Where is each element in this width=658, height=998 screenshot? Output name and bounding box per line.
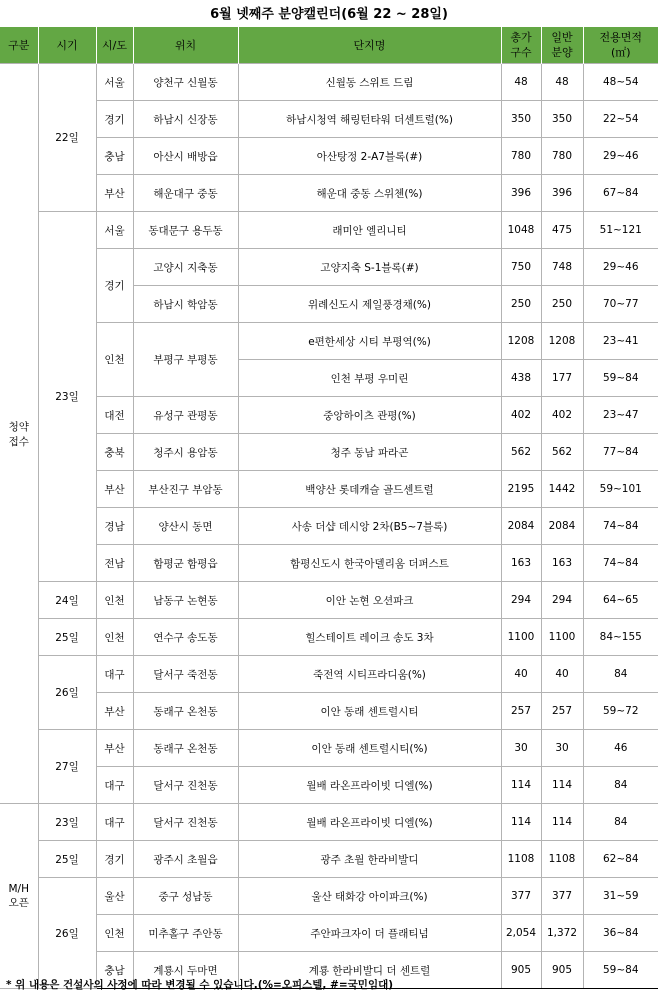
total-units-cell: 750	[501, 249, 541, 286]
area-cell: 62~84	[583, 841, 658, 878]
complex-cell: 죽전역 시티프라디움(%)	[238, 656, 501, 693]
area-cell: 84	[583, 656, 658, 693]
complex-cell: 주안파크자이 더 플래티넘	[238, 915, 501, 952]
region-cell: 부산	[96, 730, 133, 767]
section-mh-open: M/H 오픈	[0, 804, 38, 989]
general-units-cell: 177	[541, 360, 583, 397]
general-units-cell: 350	[541, 101, 583, 138]
general-units-cell: 114	[541, 804, 583, 841]
date-cell: 26일	[38, 656, 96, 730]
location-cell: 달서구 진천동	[133, 804, 238, 841]
total-units-cell: 2084	[501, 508, 541, 545]
location-cell: 달서구 죽전동	[133, 656, 238, 693]
total-units-cell: 2195	[501, 471, 541, 508]
table-row	[0, 693, 658, 730]
header-general-units: 일반 분양	[541, 27, 583, 64]
complex-cell: 고양지축 S-1블록(#)	[238, 249, 501, 286]
general-units-cell: 780	[541, 138, 583, 175]
date-cell: 25일	[38, 841, 96, 878]
table-row	[0, 582, 658, 619]
header-date: 시기	[38, 27, 96, 64]
table-row	[0, 841, 658, 878]
region-cell: 울산	[96, 878, 133, 915]
area-cell: 46	[583, 730, 658, 767]
complex-cell: 하남시청역 해링턴타워 더센트럴(%)	[238, 101, 501, 138]
table-row	[0, 175, 658, 212]
region-cell: 부산	[96, 693, 133, 730]
general-units-cell: 905	[541, 952, 583, 989]
area-cell: 51~121	[583, 212, 658, 249]
section-cheongyak: 청약 접수	[0, 64, 38, 804]
location-cell: 연수구 송도동	[133, 619, 238, 656]
location-cell: 아산시 배방읍	[133, 138, 238, 175]
footnote: * 위 내용은 건설사의 사정에 따라 변경될 수 있습니다.(%=오피스텔, #=국민임대)	[6, 979, 394, 991]
region-cell: 대구	[96, 804, 133, 841]
area-cell: 22~54	[583, 101, 658, 138]
complex-cell: 위례신도시 제일풍경채(%)	[238, 286, 501, 323]
total-units-cell: 350	[501, 101, 541, 138]
total-units-cell: 402	[501, 397, 541, 434]
general-units-cell: 562	[541, 434, 583, 471]
date-cell: 25일	[38, 619, 96, 656]
region-cell: 부산	[96, 175, 133, 212]
area-cell: 31~59	[583, 878, 658, 915]
complex-cell: 청주 동남 파라곤	[238, 434, 501, 471]
area-cell: 77~84	[583, 434, 658, 471]
table-row	[0, 545, 658, 582]
region-cell: 경기	[96, 249, 133, 323]
region-cell: 충남	[96, 138, 133, 175]
general-units-cell: 163	[541, 545, 583, 582]
location-cell: 계룡시 두마면	[133, 952, 238, 989]
general-units-cell: 257	[541, 693, 583, 730]
table-row	[0, 508, 658, 545]
location-cell: 고양시 지축동	[133, 249, 238, 286]
table-row	[0, 397, 658, 434]
total-units-cell: 48	[501, 64, 541, 101]
area-cell: 36~84	[583, 915, 658, 952]
area-cell: 59~84	[583, 360, 658, 397]
complex-cell: 이안 논현 오션파크	[238, 582, 501, 619]
table-row	[0, 434, 658, 471]
location-cell: 양천구 신월동	[133, 64, 238, 101]
sales-calendar-table	[0, 27, 658, 989]
table-row	[0, 767, 658, 804]
complex-cell: 울산 태화강 아이파크(%)	[238, 878, 501, 915]
total-units-cell: 1208	[501, 323, 541, 360]
complex-cell: 월배 라온프라이빗 디엘(%)	[238, 767, 501, 804]
date-cell: 24일	[38, 582, 96, 619]
area-cell: 64~65	[583, 582, 658, 619]
complex-cell: 래미안 엘리니티	[238, 212, 501, 249]
general-units-cell: 748	[541, 249, 583, 286]
complex-cell: 아산탕정 2-A7블록(#)	[238, 138, 501, 175]
area-cell: 84	[583, 767, 658, 804]
location-cell: 동래구 온천동	[133, 730, 238, 767]
region-cell: 충북	[96, 434, 133, 471]
header-total-units: 총가 구수	[501, 27, 541, 64]
location-cell: 남동구 논현동	[133, 582, 238, 619]
table-row	[0, 619, 658, 656]
area-cell: 59~101	[583, 471, 658, 508]
total-units-cell: 1108	[501, 841, 541, 878]
general-units-cell: 377	[541, 878, 583, 915]
complex-cell: 해운대 중동 스위첸(%)	[238, 175, 501, 212]
general-units-cell: 30	[541, 730, 583, 767]
table-row	[0, 138, 658, 175]
date-cell: 23일	[38, 212, 96, 582]
table-row	[0, 101, 658, 138]
region-cell: 대구	[96, 656, 133, 693]
table-row	[0, 915, 658, 952]
region-cell: 인천	[96, 915, 133, 952]
region-cell: 서울	[96, 64, 133, 101]
location-cell: 청주시 용암동	[133, 434, 238, 471]
region-cell: 부산	[96, 471, 133, 508]
general-units-cell: 1,372	[541, 915, 583, 952]
complex-cell: 이안 동래 센트럴시티(%)	[238, 730, 501, 767]
general-units-cell: 1208	[541, 323, 583, 360]
general-units-cell: 402	[541, 397, 583, 434]
location-cell: 유성구 관평동	[133, 397, 238, 434]
table-row	[0, 656, 658, 693]
region-cell: 인천	[96, 619, 133, 656]
location-cell: 미추홀구 주안동	[133, 915, 238, 952]
location-cell: 동대문구 용두동	[133, 212, 238, 249]
general-units-cell: 250	[541, 286, 583, 323]
location-cell: 하남시 신장동	[133, 101, 238, 138]
total-units-cell: 250	[501, 286, 541, 323]
total-units-cell: 438	[501, 360, 541, 397]
region-cell: 서울	[96, 212, 133, 249]
table-row	[0, 730, 658, 767]
area-cell: 74~84	[583, 508, 658, 545]
table-row	[0, 878, 658, 915]
complex-cell: 중앙하이츠 관평(%)	[238, 397, 501, 434]
complex-cell: 광주 초월 한라비발디	[238, 841, 501, 878]
date-cell: 27일	[38, 730, 96, 804]
table-row	[0, 471, 658, 508]
date-cell: 26일	[38, 878, 96, 989]
location-cell: 부산진구 부암동	[133, 471, 238, 508]
total-units-cell: 163	[501, 545, 541, 582]
area-cell: 23~41	[583, 323, 658, 360]
complex-cell: 신월동 스위트 드림	[238, 64, 501, 101]
area-cell: 84	[583, 804, 658, 841]
table-row	[0, 249, 658, 286]
location-cell: 양산시 동면	[133, 508, 238, 545]
area-cell: 23~47	[583, 397, 658, 434]
area-cell: 48~54	[583, 64, 658, 101]
region-cell: 대전	[96, 397, 133, 434]
complex-cell: 월배 라온프라이빗 디엘(%)	[238, 804, 501, 841]
table-row	[0, 323, 658, 360]
header-region: 시/도	[96, 27, 133, 64]
total-units-cell: 257	[501, 693, 541, 730]
region-cell: 충남	[96, 952, 133, 989]
area-cell: 67~84	[583, 175, 658, 212]
general-units-cell: 1442	[541, 471, 583, 508]
region-cell: 경기	[96, 841, 133, 878]
total-units-cell: 2,054	[501, 915, 541, 952]
location-cell: 광주시 초월읍	[133, 841, 238, 878]
total-units-cell: 114	[501, 767, 541, 804]
location-cell: 달서구 진천동	[133, 767, 238, 804]
general-units-cell: 294	[541, 582, 583, 619]
location-cell: 동래구 온천동	[133, 693, 238, 730]
general-units-cell: 114	[541, 767, 583, 804]
complex-cell: 이안 동래 센트럴시티	[238, 693, 501, 730]
area-cell: 70~77	[583, 286, 658, 323]
complex-cell: e편한세상 시티 부평역(%)	[238, 323, 501, 360]
total-units-cell: 294	[501, 582, 541, 619]
header-location: 위치	[133, 27, 238, 64]
header-category: 구분	[0, 27, 38, 64]
total-units-cell: 114	[501, 804, 541, 841]
location-cell: 하남시 학암동	[133, 286, 238, 323]
area-cell: 29~46	[583, 138, 658, 175]
region-cell: 경기	[96, 101, 133, 138]
total-units-cell: 377	[501, 878, 541, 915]
general-units-cell: 1108	[541, 841, 583, 878]
general-units-cell: 48	[541, 64, 583, 101]
complex-cell: 인천 부평 우미린	[238, 360, 501, 397]
general-units-cell: 396	[541, 175, 583, 212]
total-units-cell: 396	[501, 175, 541, 212]
area-cell: 59~72	[583, 693, 658, 730]
area-cell: 29~46	[583, 249, 658, 286]
area-cell: 59~84	[583, 952, 658, 989]
table-row	[0, 804, 658, 841]
total-units-cell: 1100	[501, 619, 541, 656]
table-row	[0, 212, 658, 249]
general-units-cell: 40	[541, 656, 583, 693]
table-row	[0, 64, 658, 101]
region-cell: 전남	[96, 545, 133, 582]
complex-cell: 힐스테이트 레이크 송도 3차	[238, 619, 501, 656]
header-area: 전용면적 (㎡)	[583, 27, 658, 64]
area-cell: 74~84	[583, 545, 658, 582]
location-cell: 해운대구 중동	[133, 175, 238, 212]
date-cell: 22일	[38, 64, 96, 212]
total-units-cell: 1048	[501, 212, 541, 249]
location-cell: 부평구 부평동	[133, 323, 238, 397]
header-complex: 단지명	[238, 27, 501, 64]
page-title: 6월 넷째주 분양캘린더(6월 22 ~ 28일)	[210, 7, 448, 22]
general-units-cell: 475	[541, 212, 583, 249]
location-cell: 중구 성남동	[133, 878, 238, 915]
total-units-cell: 562	[501, 434, 541, 471]
table-header-row	[0, 27, 658, 64]
date-cell: 23일	[38, 804, 96, 841]
general-units-cell: 1100	[541, 619, 583, 656]
complex-cell: 사송 더샵 데시앙 2차(B5~7블록)	[238, 508, 501, 545]
region-cell: 경남	[96, 508, 133, 545]
total-units-cell: 780	[501, 138, 541, 175]
location-cell: 함평군 함평읍	[133, 545, 238, 582]
general-units-cell: 2084	[541, 508, 583, 545]
complex-cell: 함평신도시 한국아델리움 더퍼스트	[238, 545, 501, 582]
region-cell: 인천	[96, 582, 133, 619]
area-cell: 84~155	[583, 619, 658, 656]
total-units-cell: 30	[501, 730, 541, 767]
total-units-cell: 40	[501, 656, 541, 693]
region-cell: 대구	[96, 767, 133, 804]
complex-cell: 백양산 롯데캐슬 골드센트럴	[238, 471, 501, 508]
region-cell: 인천	[96, 323, 133, 397]
total-units-cell: 905	[501, 952, 541, 989]
complex-cell: 계룡 한라비발디 더 센트럴	[238, 952, 501, 989]
